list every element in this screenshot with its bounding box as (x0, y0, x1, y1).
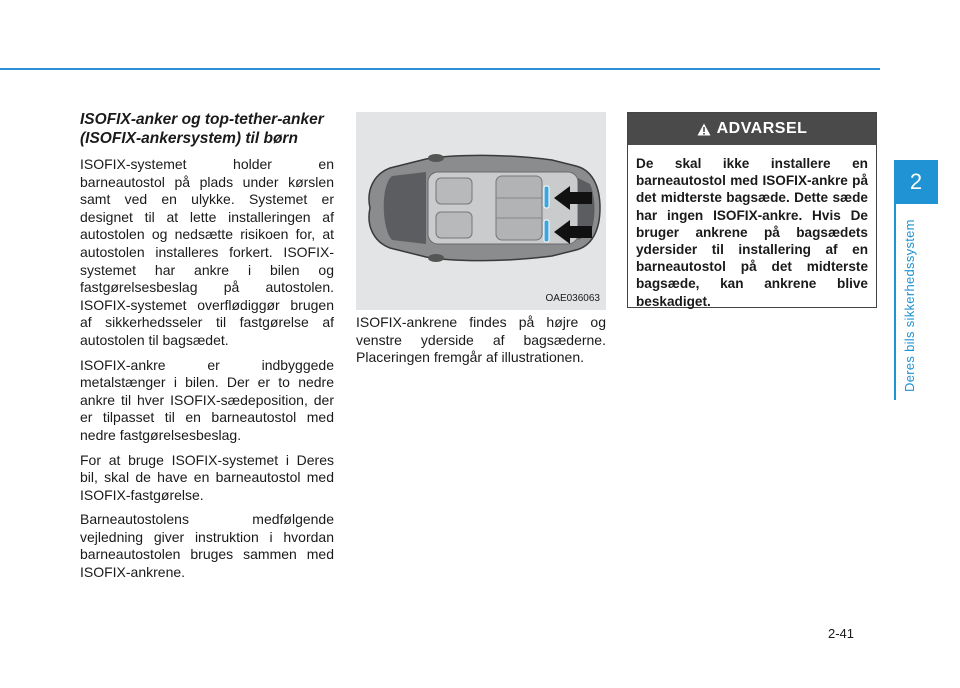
car-top-view-image (356, 112, 606, 310)
chapter-rule (894, 204, 896, 400)
paragraph: ISOFIX-ankre er indbyggede metalstænger i bilen. Der er to nedre ankre til hver ISOFIX-sædeposition, der er tilpasset til en barneautostol med nedre fastgørelsesbeslag. (80, 356, 334, 443)
figure-caption: ISOFIX-ankrene findes på højre og venstre yderside af bagsæderne. Placeringen fremgår af illustrationen. (356, 314, 606, 366)
figure-code: OAE036063 (545, 293, 600, 304)
warning-title: ADVARSEL (716, 120, 808, 137)
paragraph: ISOFIX-systemet holder en barneautostol på plads under kørslen samt ved en ulykke. Systemet er designet til at lette installeringen af autostolen og nedsætte risikoen for, at autostolen installeres forkert. ISOFIX-systemet har ankre i bilen og fastgørelsesbeslag på autostolen. ISOFIX-systemet overflødiggør brugen af sikkerhedsseler til fastgørelse af autostolen til bagsædet. (80, 156, 334, 348)
paragraph: For at bruge ISOFIX-systemet i Deres bil, skal de have en barneautostol med ISOFIX-fastgørelse. (80, 451, 334, 503)
warning-triangle-icon (697, 123, 711, 136)
chapter-number: 2 (909, 169, 923, 194)
chapter-tab (894, 160, 938, 204)
chapter-title: Deres bils sikkerhedssystem (902, 219, 917, 392)
warning-box (627, 112, 877, 308)
car-illustration (356, 112, 606, 310)
header-rule (0, 68, 880, 70)
section-heading: ISOFIX-anker og top-tether-anker (ISOFIX-ankersystem) til børn (80, 111, 324, 147)
section-column (80, 110, 334, 589)
page-number: 2-41 (828, 626, 855, 641)
warning-text: De skal ikke installere en barneautostol med ISOFIX-ankre på det midterste bagsæde. Dette sæde har ingen ISOFIX-ankre. Hvis De bruger ankrene på bagsædets ydersider til installering af en barneautostol på det midterste bagsæde, kan ankrene blive beskadiget. (636, 156, 868, 309)
warning-header (628, 113, 876, 145)
paragraph: Barneautostolens medfølgende vejledning giver instruktion i hvordan barneautostolen bruges sammen med ISOFIX-ankrene. (80, 511, 334, 581)
